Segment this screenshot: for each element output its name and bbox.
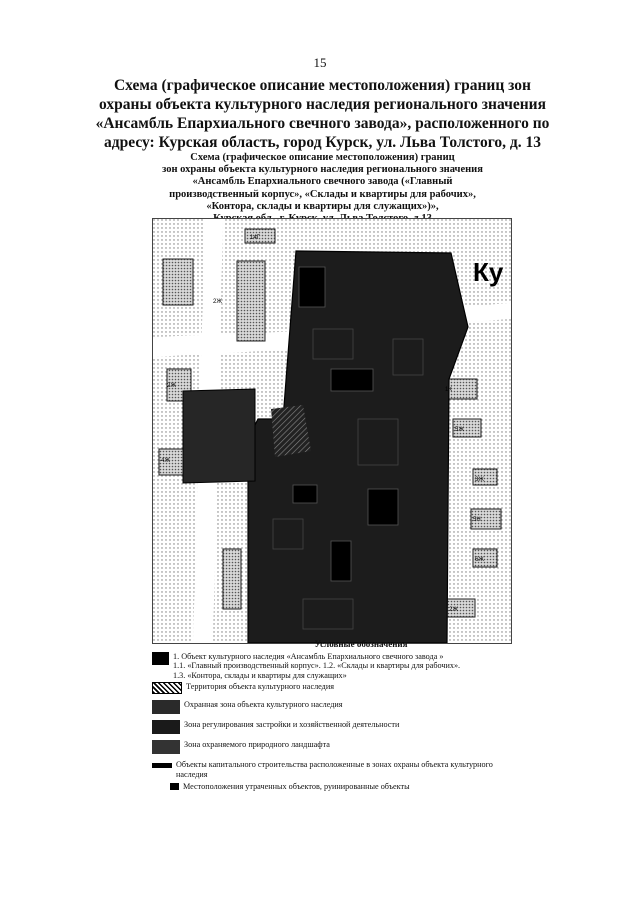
map-legend — [152, 640, 510, 791]
legend-item — [152, 652, 510, 681]
legend-item — [152, 720, 510, 734]
small-square-icon — [170, 783, 179, 790]
street-label: Ку — [473, 257, 504, 287]
page-number: 15 — [313, 55, 327, 70]
legend-label: Объекты капитального строительства расположенные в зонах охраны объекта культурного наследия — [176, 760, 493, 779]
legend-label: Местоположения утраченных объектов, руинированные объекты — [183, 781, 410, 791]
legend-item — [152, 740, 510, 754]
legend-item — [170, 782, 510, 792]
landscape-zone-icon — [152, 740, 180, 754]
svg-text:2Ж: 2Ж — [167, 383, 176, 389]
svg-text:3Ж: 3Ж — [475, 477, 484, 483]
svg-text:14Г: 14Г — [250, 235, 260, 241]
legend-title: Условные обозначения — [314, 639, 408, 649]
legend-subline: 1.1. «Главный производственный корпус». 1.2. «Склады и квартиры для рабочих». — [173, 661, 461, 671]
hatch-pattern-icon — [152, 682, 182, 694]
svg-text:6Ж: 6Ж — [475, 557, 484, 563]
subtitle-line: зон охраны объекта культурного наследия регионального значения — [162, 164, 483, 176]
svg-text:1К: 1К — [445, 387, 452, 393]
legend-item — [152, 760, 510, 779]
subtitle-line: производственный корпус», «Склады и квартиры для рабочих», — [169, 188, 476, 200]
legend-label: Охранная зона объекта культурного наследия — [184, 700, 343, 710]
svg-text:5Ж: 5Ж — [455, 427, 464, 433]
legend-label: Зона регулирования застройки и хозяйственной деятельности — [184, 720, 400, 730]
building-bar-icon — [152, 763, 172, 768]
svg-text:2Ж: 2Ж — [213, 299, 222, 305]
legend-subline: 1.3. «Контора, склады и квартиры для служащих» — [173, 670, 347, 680]
regulation-zone — [183, 389, 255, 483]
zone-map-drawing — [153, 219, 511, 643]
legend-label: Зона охраняемого природного ландшафта — [184, 740, 330, 750]
subtitle-line: «Контора, склады и квартиры для служащих»)», — [206, 200, 439, 212]
legend-item — [152, 700, 510, 714]
protection-zone-icon — [152, 700, 180, 714]
legend-item — [152, 682, 510, 694]
regulation-zone-icon — [152, 720, 180, 734]
legend-label: 1. Объект культурного наследия «Ансамбль Епархиального свечного завода » — [173, 651, 444, 661]
zone-map — [152, 218, 512, 644]
subtitle-line: «Ансамбль Епархиального свечного завода («Главный — [192, 176, 453, 188]
legend-label: Территория объекта культурного наследия — [186, 682, 334, 692]
svg-text:2Ж: 2Ж — [449, 607, 458, 613]
svg-text:4Ж: 4Ж — [161, 458, 170, 464]
document-title: Схема (графическое описание местоположения) границ зон охраны объекта культурного наследия регионального значения «Ансамбль Епархиального свечного завода», расположенного по адресу: Курская область, город Курск, ул. Льва Толстого, д. 13 — [95, 77, 550, 151]
black-square-icon — [152, 652, 169, 665]
map-subtitle — [140, 152, 505, 225]
subtitle-line: Схема (графическое описание местоположения) границ — [190, 152, 455, 163]
svg-text:5Н: 5Н — [473, 517, 481, 523]
